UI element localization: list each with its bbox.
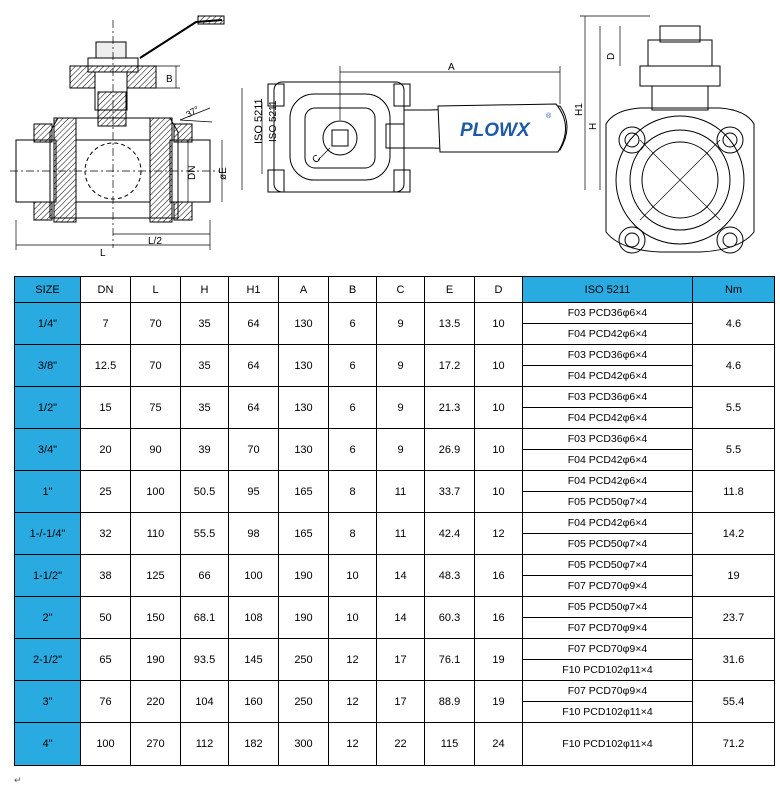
table-row — [15, 513, 775, 534]
iso-cell: F07 PCD70φ9×4 — [523, 618, 693, 639]
cell-h1: 100 — [229, 555, 279, 597]
cell-nm: 19 — [693, 555, 775, 597]
dim-angle-label: 37° — [184, 103, 201, 120]
header-h1: H1 — [229, 277, 279, 303]
cell-b: 12 — [329, 723, 377, 766]
cell-nm: 11.8 — [693, 471, 775, 513]
cell-b: 10 — [329, 555, 377, 597]
dim-h-label: H — [588, 122, 599, 130]
brand-logo: PLOWX — [460, 120, 530, 141]
cell-h: 68.1 — [181, 597, 229, 639]
cell-nm: 14.2 — [693, 513, 775, 555]
cell-dn: 100 — [81, 723, 131, 766]
cell-b: 8 — [329, 471, 377, 513]
header-nm: Nm — [693, 277, 775, 303]
table-row — [15, 555, 775, 576]
iso-cell: F05 PCD50φ7×4 — [523, 492, 693, 513]
cell-c: 9 — [377, 303, 425, 345]
cell-e: 33.7 — [425, 471, 475, 513]
cell-b: 12 — [329, 681, 377, 723]
header-size: SIZE — [15, 277, 81, 303]
header-d: D — [475, 277, 523, 303]
size-cell: 1/4" — [15, 303, 81, 345]
cell-a: 130 — [279, 387, 329, 429]
cell-dn: 32 — [81, 513, 131, 555]
size-cell: 1-1/2" — [15, 555, 81, 597]
cell-d: 10 — [475, 303, 523, 345]
cell-b: 10 — [329, 597, 377, 639]
cell-e: 76.1 — [425, 639, 475, 681]
dim-d-label: D — [606, 52, 617, 60]
iso-inner-label: ISO 5211 — [268, 100, 279, 142]
cell-l: 90 — [131, 429, 181, 471]
cell-l: 70 — [131, 345, 181, 387]
size-cell: 1/2" — [15, 387, 81, 429]
cell-c: 17 — [377, 681, 425, 723]
cell-b: 6 — [329, 429, 377, 471]
cell-nm: 71.2 — [693, 723, 775, 766]
cell-e: 115 — [425, 723, 475, 766]
cell-dn: 20 — [81, 429, 131, 471]
cell-b: 6 — [329, 387, 377, 429]
table-row — [15, 303, 775, 324]
cell-e: 88.9 — [425, 681, 475, 723]
cell-nm: 5.5 — [693, 429, 775, 471]
front-section-view — [10, 16, 224, 250]
cell-h: 50.5 — [181, 471, 229, 513]
iso-cell: F04 PCD42φ6×4 — [523, 408, 693, 429]
cell-h1: 182 — [229, 723, 279, 766]
cell-a: 130 — [279, 345, 329, 387]
cell-e: 17.2 — [425, 345, 475, 387]
cell-e: 13.5 — [425, 303, 475, 345]
table-row — [15, 471, 775, 492]
spec-body — [15, 303, 775, 766]
cell-b: 6 — [329, 345, 377, 387]
iso-cell: F07 PCD70φ9×4 — [523, 681, 693, 702]
cell-c: 22 — [377, 723, 425, 766]
spec-table — [14, 276, 775, 766]
cell-h1: 145 — [229, 639, 279, 681]
cell-h: 39 — [181, 429, 229, 471]
table-row — [15, 639, 775, 660]
cell-a: 250 — [279, 639, 329, 681]
cell-d: 16 — [475, 555, 523, 597]
cell-c: 11 — [377, 471, 425, 513]
dim-h1-label: H1 — [574, 103, 585, 116]
table-row — [15, 387, 775, 408]
header-a: A — [279, 277, 329, 303]
cell-dn: 12.5 — [81, 345, 131, 387]
cell-c: 9 — [377, 429, 425, 471]
iso-cell: F10 PCD102φ11×4 — [523, 723, 693, 766]
cell-d: 16 — [475, 597, 523, 639]
cell-h1: 64 — [229, 345, 279, 387]
cell-h1: 70 — [229, 429, 279, 471]
cell-a: 130 — [279, 429, 329, 471]
cell-h: 35 — [181, 387, 229, 429]
cell-h: 112 — [181, 723, 229, 766]
cell-c: 14 — [377, 555, 425, 597]
iso-cell: F03 PCD36φ6×4 — [523, 345, 693, 366]
cell-e: 26.9 — [425, 429, 475, 471]
cell-a: 250 — [279, 681, 329, 723]
cell-h1: 108 — [229, 597, 279, 639]
cell-nm: 5.5 — [693, 387, 775, 429]
dim-b-label: B — [166, 74, 173, 85]
cell-b: 8 — [329, 513, 377, 555]
size-cell: 2-1/2" — [15, 639, 81, 681]
cell-d: 10 — [475, 345, 523, 387]
cell-h1: 98 — [229, 513, 279, 555]
dim-a-label: A — [448, 62, 455, 73]
cell-c: 14 — [377, 597, 425, 639]
cell-nm: 55.4 — [693, 681, 775, 723]
cell-h: 93.5 — [181, 639, 229, 681]
cell-l: 125 — [131, 555, 181, 597]
size-cell: 1" — [15, 471, 81, 513]
cell-l: 70 — [131, 303, 181, 345]
cell-d: 12 — [475, 513, 523, 555]
size-cell: 4" — [15, 723, 81, 766]
iso-cell: F05 PCD50φ7×4 — [523, 534, 693, 555]
iso-cell: F10 PCD102φ11×4 — [523, 660, 693, 681]
cell-a: 165 — [279, 513, 329, 555]
iso-cell: F03 PCD36φ6×4 — [523, 303, 693, 324]
cell-b: 12 — [329, 639, 377, 681]
header-h: H — [181, 277, 229, 303]
size-cell: 3" — [15, 681, 81, 723]
header-dn: DN — [81, 277, 131, 303]
cell-nm: 31.6 — [693, 639, 775, 681]
cell-dn: 38 — [81, 555, 131, 597]
cell-dn: 76 — [81, 681, 131, 723]
cell-h: 104 — [181, 681, 229, 723]
table-row — [15, 681, 775, 702]
cell-dn: 50 — [81, 597, 131, 639]
cell-e: 42.4 — [425, 513, 475, 555]
cell-d: 10 — [475, 387, 523, 429]
dim-l-label: L — [100, 248, 106, 259]
dim-c-label: C — [310, 152, 324, 166]
cell-h1: 64 — [229, 303, 279, 345]
iso-cell: F10 PCD102φ11×4 — [523, 702, 693, 723]
cell-l: 220 — [131, 681, 181, 723]
cell-e: 21.3 — [425, 387, 475, 429]
cell-dn: 15 — [81, 387, 131, 429]
cell-d: 24 — [475, 723, 523, 766]
iso-outer-label: ISO 5211 — [253, 98, 265, 144]
cell-c: 17 — [377, 639, 425, 681]
iso-cell: F04 PCD42φ6×4 — [523, 513, 693, 534]
cell-c: 9 — [377, 387, 425, 429]
cell-e: 48.3 — [425, 555, 475, 597]
size-cell: 3/8" — [15, 345, 81, 387]
header-l: L — [131, 277, 181, 303]
cell-dn: 7 — [81, 303, 131, 345]
header-e: E — [425, 277, 475, 303]
cell-h: 66 — [181, 555, 229, 597]
cell-h1: 95 — [229, 471, 279, 513]
cell-h: 35 — [181, 303, 229, 345]
size-cell: 3/4" — [15, 429, 81, 471]
cell-l: 150 — [131, 597, 181, 639]
header-b: B — [329, 277, 377, 303]
cell-dn: 65 — [81, 639, 131, 681]
registered-mark: ® — [546, 113, 552, 120]
cell-h: 35 — [181, 345, 229, 387]
table-row — [15, 597, 775, 618]
cell-d: 10 — [475, 471, 523, 513]
size-cell: 1-/-1/4" — [15, 513, 81, 555]
cell-nm: 4.6 — [693, 345, 775, 387]
cell-l: 110 — [131, 513, 181, 555]
header-c: C — [377, 277, 425, 303]
cell-a: 165 — [279, 471, 329, 513]
iso-cell: F04 PCD42φ6×4 — [523, 450, 693, 471]
cell-nm: 4.6 — [693, 303, 775, 345]
header-iso: ISO 5211 — [523, 277, 693, 303]
dim-e-label: øE — [218, 167, 229, 180]
table-row — [15, 345, 775, 366]
cell-dn: 25 — [81, 471, 131, 513]
table-row — [15, 429, 775, 450]
cell-a: 190 — [279, 597, 329, 639]
cell-c: 11 — [377, 513, 425, 555]
header-row — [15, 277, 775, 303]
paragraph-mark: ↵ — [14, 775, 22, 785]
cell-l: 190 — [131, 639, 181, 681]
cell-d: 10 — [475, 429, 523, 471]
valve-drawings — [0, 0, 780, 272]
dim-dn-label: DN — [187, 165, 198, 180]
iso-cell: F05 PCD50φ7×4 — [523, 597, 693, 618]
cell-h1: 160 — [229, 681, 279, 723]
cell-h1: 64 — [229, 387, 279, 429]
cell-c: 9 — [377, 345, 425, 387]
iso-cell: F07 PCD70φ9×4 — [523, 576, 693, 597]
cell-a: 190 — [279, 555, 329, 597]
dim-l-half-label: L/2 — [148, 236, 162, 247]
cell-a: 300 — [279, 723, 329, 766]
iso-cell: F07 PCD70φ9×4 — [523, 639, 693, 660]
iso-cell: F04 PCD42φ6×4 — [523, 471, 693, 492]
cell-l: 100 — [131, 471, 181, 513]
cell-b: 6 — [329, 303, 377, 345]
cell-e: 60.3 — [425, 597, 475, 639]
cell-d: 19 — [475, 681, 523, 723]
cell-nm: 23.7 — [693, 597, 775, 639]
iso-cell: F04 PCD42φ6×4 — [523, 366, 693, 387]
cell-h: 55.5 — [181, 513, 229, 555]
cell-a: 130 — [279, 303, 329, 345]
cell-l: 270 — [131, 723, 181, 766]
iso-cell: F05 PCD50φ7×4 — [523, 555, 693, 576]
table-row — [15, 723, 775, 766]
iso-cell: F04 PCD42φ6×4 — [523, 324, 693, 345]
cell-l: 75 — [131, 387, 181, 429]
iso-cell: F03 PCD36φ6×4 — [523, 429, 693, 450]
iso-cell: F03 PCD36φ6×4 — [523, 387, 693, 408]
side-view — [580, 16, 754, 253]
cell-d: 19 — [475, 639, 523, 681]
size-cell: 2" — [15, 597, 81, 639]
